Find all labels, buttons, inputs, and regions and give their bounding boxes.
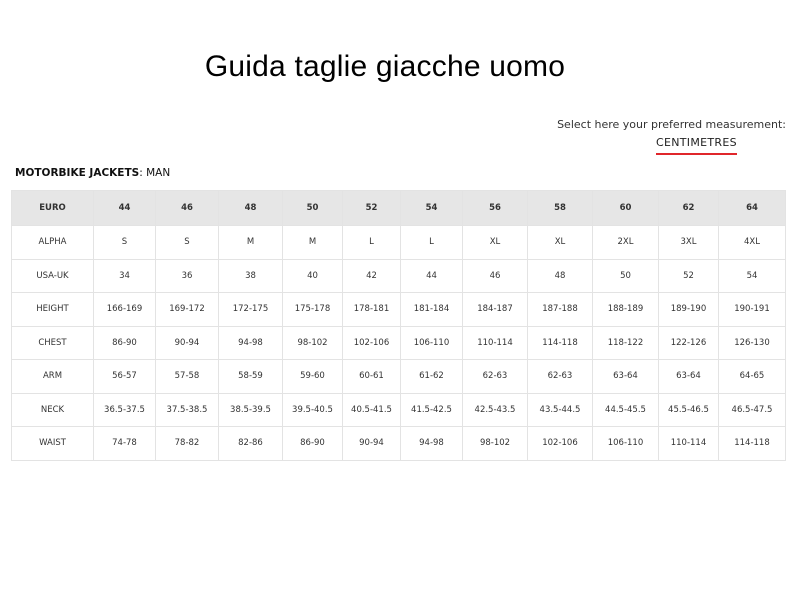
table-cell: 118-122 [593,326,659,360]
section-label-category: MOTORBIKE JACKETS [15,167,140,179]
table-cell: 94-98 [219,326,283,360]
table-row [12,393,786,427]
table-cell: 52 [659,259,719,293]
table-cell: 61-62 [401,360,463,394]
table-cell: 38 [219,259,283,293]
table-cell: 190-191 [719,293,786,327]
table-cell: 102-106 [343,326,401,360]
table-row [12,226,786,260]
table-cell: 181-184 [401,293,463,327]
table-cell: 187-188 [528,293,593,327]
header-cell-size: 54 [401,191,463,226]
table-cell: 57-58 [156,360,219,394]
table-cell: 46.5-47.5 [719,393,786,427]
page-title: Guida taglie giacche uomo [204,50,566,83]
table-cell: XL [463,226,528,260]
header-cell-size: 50 [283,191,343,226]
header-cell-size: 44 [94,191,156,226]
table-cell: 78-82 [156,427,219,461]
table-cell: M [283,226,343,260]
table-cell: 184-187 [463,293,528,327]
table-cell: 126-130 [719,326,786,360]
header-cell-size: 60 [593,191,659,226]
table-cell: 36 [156,259,219,293]
table-cell: S [94,226,156,260]
table-cell: 98-102 [463,427,528,461]
table-cell: 43.5-44.5 [528,393,593,427]
table-cell: S [156,226,219,260]
table-cell: 122-126 [659,326,719,360]
row-label: NECK [12,393,94,427]
table-cell: 106-110 [593,427,659,461]
table-cell: 45.5-46.5 [659,393,719,427]
table-cell: 58-59 [219,360,283,394]
table-cell: 86-90 [283,427,343,461]
header-cell-size: 52 [343,191,401,226]
table-cell: 40 [283,259,343,293]
table-cell: 188-189 [593,293,659,327]
table-cell: 56-57 [94,360,156,394]
table-cell: 114-118 [719,427,786,461]
header-cell-euro: EURO [12,191,94,226]
table-cell: 4XL [719,226,786,260]
row-label: WAIST [12,427,94,461]
table-cell: 44.5-45.5 [593,393,659,427]
table-cell: 114-118 [528,326,593,360]
table-cell: 60-61 [343,360,401,394]
table-cell: 98-102 [283,326,343,360]
table-cell: M [219,226,283,260]
table-cell: 86-90 [94,326,156,360]
table-cell: 41.5-42.5 [401,393,463,427]
table-cell: 169-172 [156,293,219,327]
table-cell: 166-169 [94,293,156,327]
table-cell: 3XL [659,226,719,260]
table-cell: 39.5-40.5 [283,393,343,427]
table-cell: 110-114 [659,427,719,461]
table-cell: 90-94 [343,427,401,461]
table-cell: 59-60 [283,360,343,394]
table-cell: 54 [719,259,786,293]
table-cell: 106-110 [401,326,463,360]
table-row [12,259,786,293]
table-cell: 36.5-37.5 [94,393,156,427]
table-cell: 37.5-38.5 [156,393,219,427]
table-cell: 42.5-43.5 [463,393,528,427]
table-row [12,326,786,360]
measurement-unit-selector[interactable]: CENTIMETRES [656,136,737,155]
table-cell: 172-175 [219,293,283,327]
table-cell: 82-86 [219,427,283,461]
table-cell: 44 [401,259,463,293]
measurement-prompt: Select here your preferred measurement: [557,118,786,131]
row-label: ARM [12,360,94,394]
table-cell: 48 [528,259,593,293]
section-label-gender: : MAN [139,167,171,179]
table-cell: 63-64 [659,360,719,394]
table-cell: 34 [94,259,156,293]
table-cell: 74-78 [94,427,156,461]
row-label: ALPHA [12,226,94,260]
size-table-header [12,191,786,226]
header-cell-size: 58 [528,191,593,226]
row-label: USA-UK [12,259,94,293]
table-cell: 110-114 [463,326,528,360]
table-row [12,360,786,394]
header-cell-size: 48 [219,191,283,226]
size-table [11,190,786,461]
size-table-body [12,226,786,461]
table-row [12,427,786,461]
size-table-container [11,190,785,461]
table-cell: 62-63 [463,360,528,394]
table-cell: 50 [593,259,659,293]
table-cell: XL [528,226,593,260]
table-cell: 102-106 [528,427,593,461]
table-cell: L [401,226,463,260]
table-cell: 178-181 [343,293,401,327]
table-cell: 2XL [593,226,659,260]
table-cell: 63-64 [593,360,659,394]
table-header-row [12,191,786,226]
table-cell: L [343,226,401,260]
table-cell: 62-63 [528,360,593,394]
header-cell-size: 46 [156,191,219,226]
table-cell: 64-65 [719,360,786,394]
table-cell: 175-178 [283,293,343,327]
table-cell: 42 [343,259,401,293]
table-cell: 94-98 [401,427,463,461]
header-cell-size: 56 [463,191,528,226]
table-cell: 40.5-41.5 [343,393,401,427]
table-cell: 38.5-39.5 [219,393,283,427]
table-cell: 90-94 [156,326,219,360]
table-cell: 189-190 [659,293,719,327]
header-cell-size: 62 [659,191,719,226]
header-cell-size: 64 [719,191,786,226]
table-row [12,293,786,327]
section-label [15,167,170,179]
table-cell: 46 [463,259,528,293]
row-label: CHEST [12,326,94,360]
row-label: HEIGHT [12,293,94,327]
